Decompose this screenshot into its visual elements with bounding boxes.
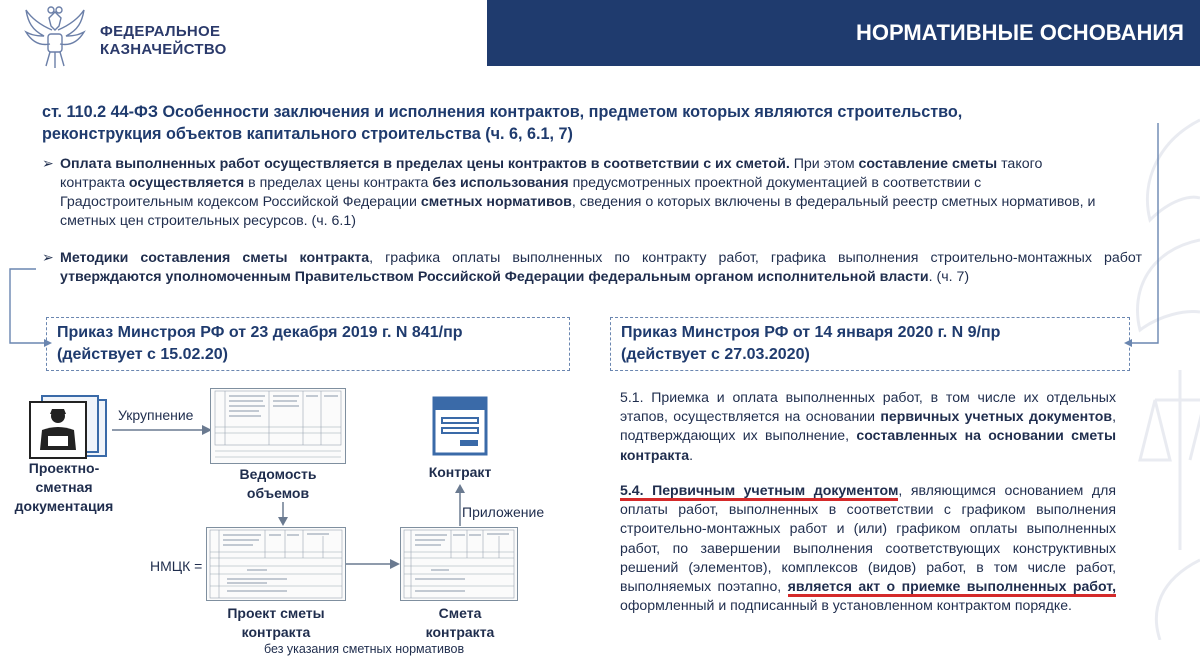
bullet1-bold2: составление сметы — [858, 156, 998, 172]
order-box-left — [46, 317, 570, 371]
bullet2-text1: , графика оплаты выполненных по контракту работ, графика выполнения строительно-монтажных работ — [369, 250, 1142, 266]
logo-line2: КАЗНАЧЕЙСТВО — [100, 41, 227, 58]
page-title: НОРМАТИВНЫЕ ОСНОВАНИЯ — [855, 20, 1184, 45]
paragraph-5-1 — [620, 388, 1116, 465]
bullet1-text3: в пределах цены контракта — [244, 175, 433, 191]
para54-underlined2: является акт о приемке выполненных работ, — [788, 578, 1116, 597]
psd-label: Проектно- сметная документация — [14, 460, 114, 514]
ukrupnenie-label: Укрупнение — [118, 407, 194, 423]
heading-line2: реконструкция объектов капитального строительства (ч. 6, 6.1, 7) — [42, 125, 573, 143]
para54-underlined1: 5.4. Первичным учетным документом — [620, 482, 898, 501]
bullet1-bold5: сметных нормативов — [420, 194, 572, 210]
bullet1-bold4: без использования — [432, 175, 569, 191]
arrow-right — [346, 558, 400, 570]
order-left-line2: (действует с 15.02.20) — [57, 346, 228, 363]
diagram — [0, 380, 600, 662]
smeta-label: Смета контракта — [425, 605, 495, 640]
bullet2-bold1: Методики составления сметы контракта — [60, 250, 370, 266]
arrow-down — [277, 502, 289, 526]
logo-line1: ФЕДЕРАЛЬНОЕ — [100, 23, 221, 40]
bullet1-text4: предусмотренных проектной документацией в соответствии с Градостроительным кодексом Российской Федерации — [60, 175, 982, 210]
bez-ukazaniya-caption: без указания сметных нормативов — [264, 642, 465, 656]
bullet2-bold2: утверждаются уполномоченным Правительством Российской Федерации федеральным органом исполнительной власти — [60, 269, 929, 285]
proekt-smety-label: Проект сметы контракта — [227, 605, 325, 640]
title-bar — [487, 0, 1200, 66]
proekt-smety-document — [206, 527, 346, 601]
heading-line1: ст. 110.2 44-ФЗ Особенности заключения и исполнения контрактов, предметом которых являются строительство, — [42, 103, 963, 121]
eagle-emblem-icon — [22, 4, 88, 74]
project-documents-icon — [28, 394, 114, 462]
bullet-arrow-icon: ➢ — [42, 156, 54, 172]
vedomost-label: Ведомость объемов — [239, 466, 317, 501]
order-left-line1: Приказ Минстроя РФ от 23 декабря 2019 г. N 841/пр — [57, 324, 463, 341]
arrow-ukrupnenie — [112, 424, 212, 436]
order-box-right — [610, 317, 1130, 371]
bullet1-text2: такого контракта — [60, 156, 1043, 191]
para54-text1: , являющимся основанием для оплаты работ, выполненных в соответствии с графиком выполнения строительно-монтажных работ и (или) графиком оплаты выполненных работ, по завершении выполнения соответствующих конструктивных решений (элементов), комплексов (видов) работ, в том числе работ, выполняемых поэтапно, — [620, 482, 1116, 595]
para51-text3: . — [689, 446, 694, 463]
section-heading — [42, 101, 1142, 145]
para54-text2: оформленный и подписанный в установленном контрактом порядке. — [620, 597, 1072, 614]
bullet-arrow-icon: ➢ — [42, 250, 54, 266]
prilozhenie-label: Приложение — [462, 504, 545, 520]
para51-text2: , подтверждающих их выполнение, — [620, 408, 1117, 444]
bullet1-bold1: Оплата выполненных работ осуществляется в пределах цены контрактов в соответствии с их сметой. — [60, 156, 790, 172]
kontrakt-label: Контракт — [428, 464, 492, 480]
order-right-line1: Приказ Минстроя РФ от 14 января 2020 г. N 9/пр — [621, 324, 1001, 341]
bullet2-text2: . (ч. 7) — [928, 269, 970, 285]
bullet-item-2 — [42, 249, 1142, 287]
para51-bold1: первичных учетных документов — [880, 408, 1113, 425]
para51-bold2: составленных на основании сметы контракта — [620, 427, 1116, 463]
bullet-item-1 — [42, 155, 1102, 231]
contract-form-icon — [430, 394, 490, 458]
nmck-label: НМЦК = — [150, 558, 203, 574]
smeta-document — [400, 527, 518, 601]
bullet1-bold3: осуществляется — [128, 175, 245, 191]
bullet1-text5: , сведения о которых включены в федеральный реестр сметных нормативов, и сметных цен строительных ресурсов. (ч. 6.1) — [60, 194, 1096, 229]
order-right-line2: (действует с 27.03.2020) — [621, 346, 810, 363]
logo — [22, 4, 227, 74]
vedomost-document — [210, 388, 346, 464]
paragraph-5-4 — [620, 481, 1116, 615]
para51-text1: 5.1. Приемка и оплата выполненных работ, в том числе их отдельных этапов, осуществляется на основании — [620, 389, 1116, 425]
bullet1-text1: При этом — [789, 156, 859, 172]
